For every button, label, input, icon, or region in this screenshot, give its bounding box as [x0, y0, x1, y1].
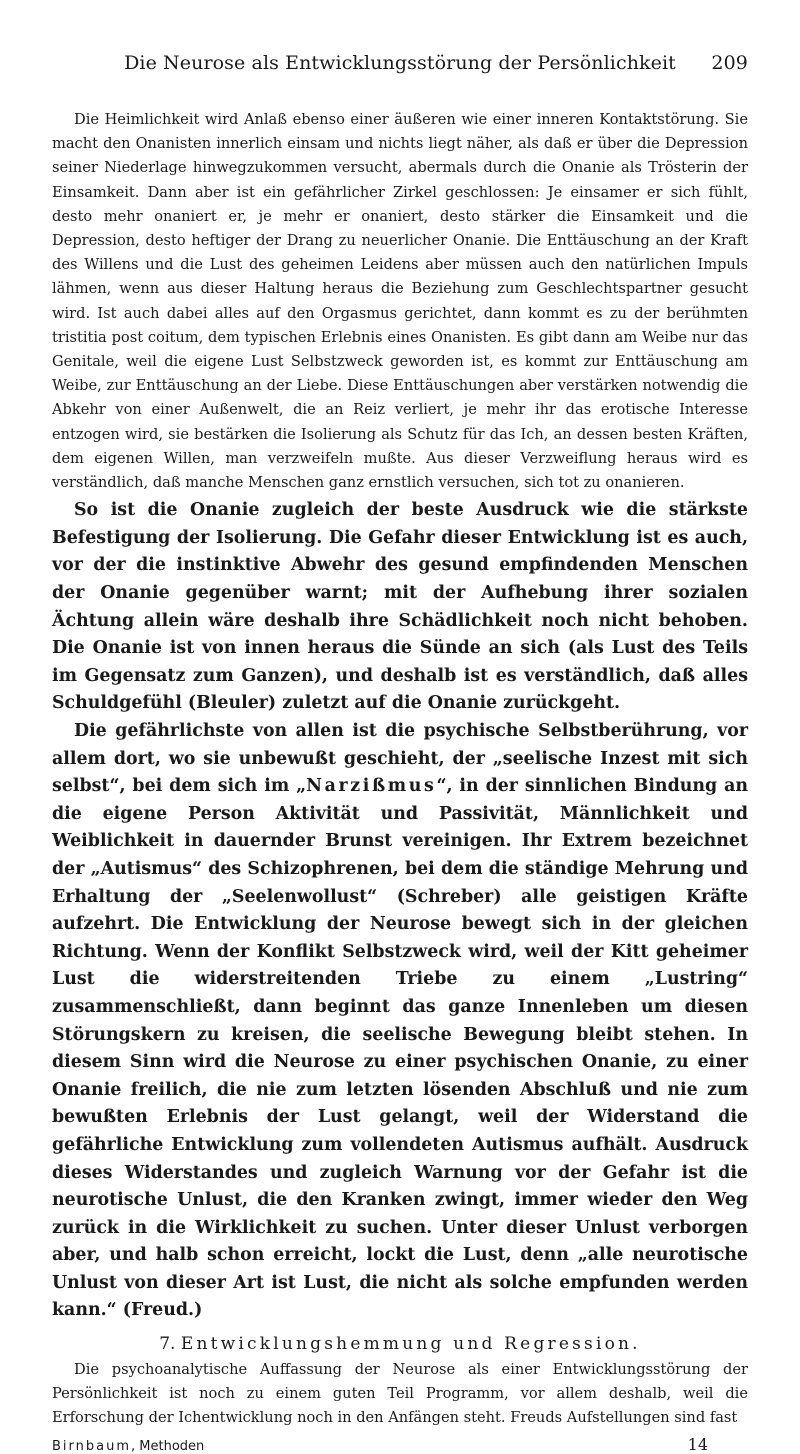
paragraph-section-7: Die psychoanalytische Auffassung der Neurose als einer Entwicklungsstörung der Persönlichkeit ist noch zu einem guten Teil Programm, vor allem deshalb, weil die Erforschung der Ichentwicklung noch in den Anfängen steht. Freuds Aufstellungen sind fast — [52, 1361, 748, 1427]
footer-book-title: , Methoden — [131, 1438, 205, 1454]
section-number: 7. — [159, 1334, 176, 1355]
sheet-signature: 14 — [687, 1434, 708, 1454]
section-heading — [52, 1334, 748, 1354]
footer-author: Birnbaum — [52, 1438, 132, 1454]
running-title: Die Neurose als Entwicklungsstörung der Persönlichkeit — [124, 52, 676, 74]
section-title: Entwicklungshemmung und Regression. — [180, 1334, 641, 1355]
page-footer — [52, 1435, 748, 1454]
paragraph-bold-1: So ist die Onanie zugleich der beste Ausdruck wie die stärkste Befestigung der Isolierung. Die Gefahr dieser Entwicklung ist es auch, vor der die instinktive Abwehr des gesund empfindenden Menschen der Onanie gegenüber warnt; mit der Aufhebung ihrer sozialen Ächtung allein wäre deshalb ihre Schädlichkeit noch nicht behoben. Die Onanie ist von innen heraus die Sünde an sich (als Lust des Teils im Gegensatz zum Ganzen), und deshalb ist es verständlich, daß alles Schuldgefühl (Bleuler) zuletzt auf die Onanie zurückgeht. — [52, 500, 748, 714]
paragraph-bold-2-part2: “, in der sinnlichen Bindung an die eigene Person Aktivität und Passivität, Männlichkeit und Weiblichkeit in dauernder Brunst vereinigen. Ihr Extrem bezeichnet der „Autismus“ des Schizophrenen, bei dem die ständige Mehrung und Erhaltung der „Seelenwollust“ (Schreber) alle geistigen Kräfte aufzehrt. Die Entwicklung der Neurose bewegt sich in der gleichen Richtung. Wenn der Konflikt Selbstzweck wird, weil der Kitt geheimer Lust die widerstreitenden Triebe zu einem „Lustring“ zusammenschließt, dann beginnt das ganze Innenleben um diesen Störungskern zu kreisen, die seelische Bewegung bleibt stehen. In diesem Sinn wird die Neurose zu einer psychischen Onanie, zu einer Onanie freilich, die nie zum letzten lösenden Abschluß und nie zum bewußten Erlebnis der Lust gelangt, weil der Widerstand die gefährliche Entwicklung zum vollendeten Autismus aufhält. Ausdruck dieses Widerstandes und zugleich Warnung vor der Gefahr ist die neurotische Unlust, die den Kranken zwingt, immer wieder den Weg zurück in die Wirklichkeit zu suchen. Unter dieser Unlust verborgen aber, und halb schon erreicht, lockt die Lust, denn „alle neurotische Unlust von dieser Art ist Lust, die nicht als solche empfunden werden kann.“ (Freud.) — [52, 776, 749, 1321]
narzissmus-spaced-word: Narzißmus — [306, 776, 437, 797]
paragraph-small-type: Die Heimlichkeit wird Anlaß ebenso einer äußeren wie einer inneren Kontaktstörung. Sie macht den Onanisten innerlich einsam und nichts liegt näher, als daß er über die Depression seiner Niederlage hinwegzukommen versucht, abermals durch die Onanie als Trösterin der Einsamkeit. Dann aber ist ein gefährlicher Zirkel geschlossen: Je einsamer er sich fühlt, desto mehr onaniert er, je mehr er onaniert, desto stärker die Einsamkeit und die Depression, desto heftiger der Drang zu neuerlicher Onanie. Die Enttäuschung an der Kraft des Willens und die Lust des geheimen Leidens aber müssen auch den natürlichen Impuls lähmen, wenn aus dieser Haltung heraus die Beziehung zum Geschlechtspartner gesucht wird. Ist auch dabei alles auf den Orgasmus gerichtet, dann kommt es zu der berühmten tristitia post coitum, dem typischen Erlebnis eines Onanisten. Es gibt dann am Weibe nur das Genitale, weil die eigene Lust Selbstzweck geworden ist, es kommt zur Enttäuschung am Weibe, zur Enttäuschung an der Liebe. Diese Enttäuschungen aber verstärken notwendig die Abkehr von einer Außenwelt, die an Reiz verliert, je mehr ihr das erotische Interesse entzogen wird, sie bestärken die Isolierung als Schutz für das Ich, an dessen besten Kräften, dem eigenen Willen, man verzweifeln mußte. Aus dieser Verzweiflung heraus wird es verständlich, daß manche Menschen ganz ernstlich versuchen, sich tot zu onanieren. — [52, 111, 748, 492]
page-number: 209 — [711, 52, 748, 74]
paragraph-bold-2-part1: Die gefährlichste von allen ist die psychische Selbstberührung, vor allem dort, wo sie unbewußt geschieht, der „seelische Inzest mit sich selbst“, bei dem sich im „ — [52, 721, 748, 797]
book-page — [52, 52, 748, 1454]
paragraph-bold-2 — [52, 718, 748, 1325]
footer-author-line — [52, 1439, 204, 1454]
running-header — [52, 52, 748, 74]
